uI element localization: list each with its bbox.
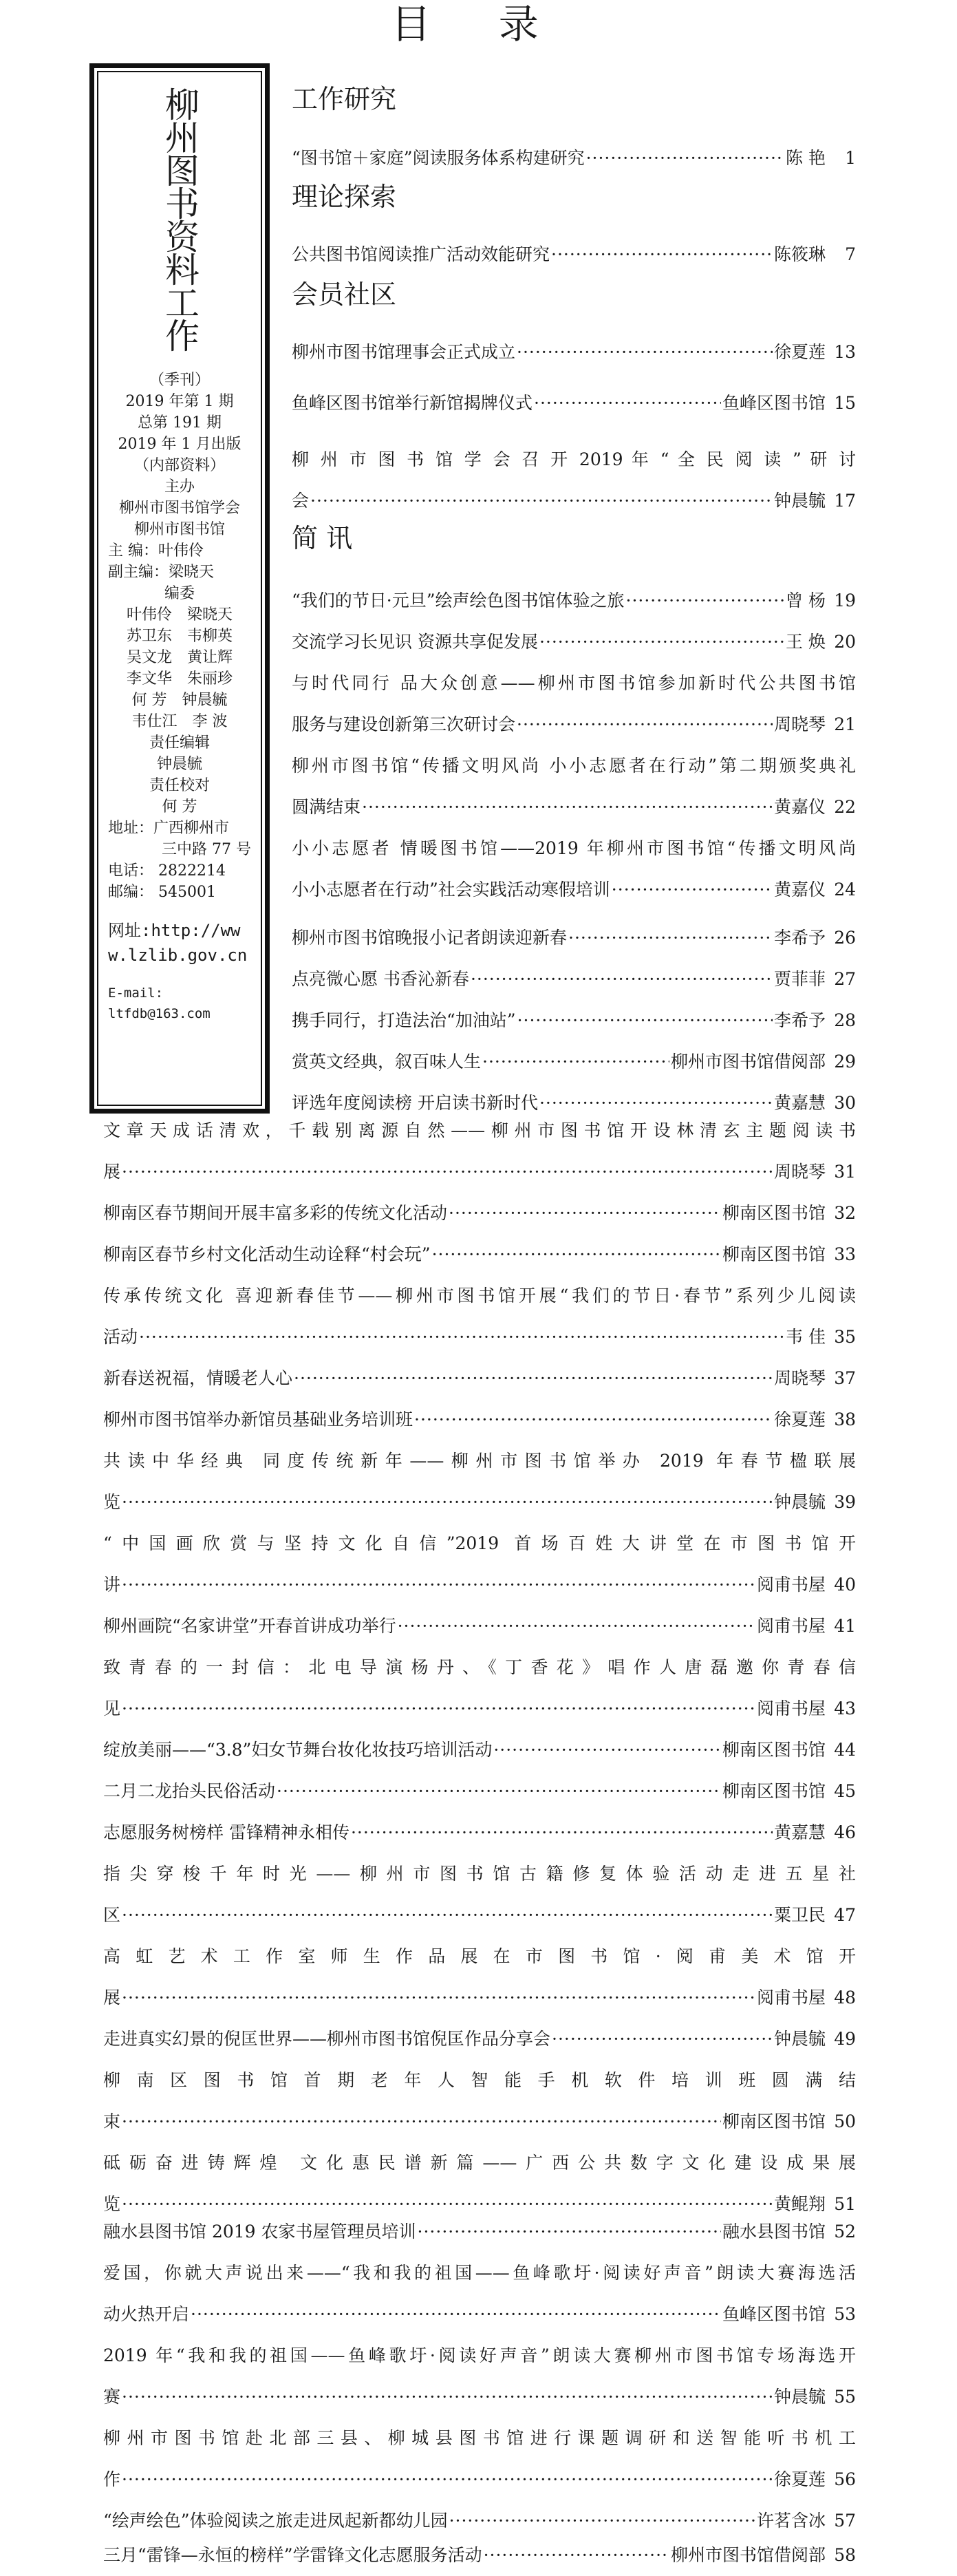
entry-page: 40: [834, 1575, 856, 1595]
entry-title-line1: 柳南区图书馆首期老年人智能手机软件培训班圆满结: [103, 2070, 856, 2090]
entry-page: 47: [834, 1905, 856, 1925]
entry-title-line1: 小小志愿者 情暖图书馆——2019 年柳州市图书馆“传播文明风尚: [292, 838, 856, 858]
committee-member: 李 波: [192, 713, 228, 730]
entry-author: 曾 杨: [786, 590, 826, 610]
entry-title: 赏英文经典，叙百味人生: [292, 1052, 482, 1072]
entry-title-line1: 高虹艺术工作室师生作品展在市图书馆·阅甫美术馆开: [103, 1946, 856, 1966]
masthead-zip: 邮编： 545001: [108, 884, 216, 901]
entry-title: 柳南区春节期间开展丰富多彩的传统文化活动: [103, 1203, 448, 1223]
entry-title: 交流学习长见识 资源共享促发展: [292, 632, 538, 652]
entry-title-line2: 讲: [103, 1575, 121, 1595]
toc-entry[interactable]: [103, 1647, 856, 1729]
entry-title-line1: “中国画欣赏与坚持文化自信”2019 首场百姓大讲堂在市图书馆开: [103, 1533, 856, 1553]
toc-entry[interactable]: [292, 138, 856, 179]
entry-page: 56: [834, 2469, 856, 2489]
masthead-frequency: （季刊）: [149, 372, 210, 389]
entry-author: 阅甫书屋: [756, 1699, 826, 1718]
toc-entry[interactable]: [292, 959, 856, 1000]
entry-title: 走进真实幻景的倪匡世界——柳州市图书馆倪匡作品分享会: [103, 2029, 551, 2049]
section-research: 工作研究: [292, 84, 397, 114]
toc-entry[interactable]: [103, 1275, 856, 1358]
entry-page: 19: [834, 590, 856, 610]
entry-page: 37: [834, 1368, 856, 1388]
entry-page: 39: [834, 1492, 856, 1512]
masthead-vice-editor: 副主编：梁晓天: [108, 564, 215, 581]
entry-page: 48: [834, 1988, 856, 2008]
committee-member: 韦仕江: [131, 713, 178, 730]
entry-author: 钟晨毓: [773, 1492, 826, 1512]
entry-title: 绽放美丽——“3.8”妇女节舞台妆化妆技巧培训活动: [103, 1740, 493, 1760]
committee-member: 叶伟伶: [126, 606, 172, 624]
entry-title-line1: 文章天成话清欢，千载别离源自然——柳州市图书馆开设林清玄主题阅读书: [103, 1120, 856, 1140]
masthead-email[interactable]: ltfdb@163.com: [108, 1006, 211, 1021]
entry-title: 评选年度阅读榜 开启读书新时代: [292, 1093, 538, 1113]
masthead-host-2: 柳州市图书馆: [133, 521, 225, 538]
entry-title-line1: 指尖穿梭千年时光——柳州市图书馆古籍修复体验活动走进五星社: [103, 1864, 856, 1884]
masthead-inner: [97, 71, 262, 1106]
entry-page: 20: [834, 632, 856, 652]
entry-page: 13: [834, 342, 856, 362]
toc-entry[interactable]: [103, 1812, 856, 1853]
committee-member: 朱丽珍: [187, 670, 233, 688]
masthead-resp-editor-label: 责任编辑: [149, 734, 210, 752]
masthead-phone: 电话： 2822214: [108, 862, 226, 880]
entry-author: 融水县图书馆: [722, 2222, 826, 2242]
entry-title-line2: 会: [292, 491, 310, 511]
masthead-total-issue: 总第 191 期: [138, 414, 222, 432]
section-news: 简 讯: [292, 523, 353, 553]
entry-page: 30: [834, 1093, 856, 1113]
section-members: 会员社区: [292, 279, 397, 310]
entry-title-line2: 动火热开启: [103, 2304, 190, 2324]
entry-page: 52: [834, 2222, 856, 2242]
entry-title-line1: 柳州市图书馆赴北部三县、柳城县图书馆进行课题调研和送智能听书机工: [103, 2428, 856, 2448]
entry-title-line2: 见: [103, 1699, 121, 1718]
entry-author: 鱼峰区图书馆: [722, 393, 826, 413]
entry-page: 7: [845, 244, 856, 264]
toc-entry[interactable]: [103, 1193, 856, 1234]
entry-page: 35: [834, 1327, 856, 1347]
masthead-resp-editor: 钟晨毓: [156, 756, 202, 773]
entry-title-line2: 活动: [103, 1327, 138, 1347]
entry-title-line1: 传承传统文化 喜迎新春佳节——柳州市图书馆开展“我们的节日·春节”系列少儿阅读: [103, 1286, 856, 1306]
toc-entry[interactable]: [103, 2211, 856, 2253]
toc-entry[interactable]: [103, 2535, 856, 2576]
entry-author: 王 焕: [786, 632, 826, 652]
entry-page: 50: [834, 2111, 856, 2131]
entry-title-line2: 作: [103, 2469, 121, 2489]
masthead-proof-label: 责任校对: [149, 777, 210, 794]
committee-member: 黄让辉: [187, 649, 233, 666]
entry-author: 黄嘉仪: [773, 880, 826, 900]
toc-entry[interactable]: [103, 1606, 856, 1647]
entry-author: 周晓琴: [773, 714, 826, 734]
masthead-host-label: 主办: [164, 478, 195, 496]
entry-title: 二月二龙抬头民俗活动: [103, 1781, 276, 1801]
entry-page: 22: [834, 797, 856, 817]
toc-entry[interactable]: [103, 1234, 856, 1275]
toc-entry[interactable]: [292, 383, 856, 424]
entry-page: 29: [834, 1052, 856, 1072]
entry-author: 钟晨毓: [773, 2387, 826, 2407]
entry-page: 32: [834, 1203, 856, 1223]
entry-author: 柳南区图书馆: [722, 1244, 826, 1264]
entry-title-line2: 圆满结束: [292, 797, 361, 817]
entry-author: 周晓琴: [773, 1368, 826, 1388]
entry-title: 三月“雷锋—永恒的榜样”学雷锋文化志愿服务活动: [103, 2545, 482, 2565]
entry-title-line1: 致青春的一封信：北电导演杨丹、《丁香花》唱作人唐磊邀你青春信: [103, 1657, 856, 1677]
entry-author: 阅甫书屋: [756, 1988, 826, 2008]
toc-entry[interactable]: [103, 2019, 856, 2060]
toc-entry[interactable]: [103, 2060, 856, 2142]
toc-entry[interactable]: [292, 439, 856, 522]
entry-title: 柳州市图书馆晚报小记者朗读迎新春: [292, 928, 568, 948]
entry-page: 27: [834, 969, 856, 989]
entry-page: 26: [834, 928, 856, 948]
entry-page: 28: [834, 1010, 856, 1030]
entry-author: 柳南区图书馆: [722, 1781, 826, 1801]
toc-entry[interactable]: [103, 2253, 856, 2335]
entry-author: 柳南区图书馆: [722, 2111, 826, 2131]
toc-entry[interactable]: [103, 1440, 856, 1523]
entry-title: 柳州市图书馆举办新馆员基础业务培训班: [103, 1409, 413, 1429]
toc-entry[interactable]: [103, 2418, 856, 2500]
committee-row: [108, 690, 251, 711]
toc-entry[interactable]: [103, 1523, 856, 1606]
toc-entry[interactable]: [292, 1041, 856, 1083]
entry-page: 49: [834, 2029, 856, 2049]
masthead-issue: 2019 年第 1 期: [125, 393, 234, 410]
entry-author: 徐夏莲: [773, 342, 826, 362]
committee-row: [108, 668, 251, 690]
entry-title: 鱼峰区图书馆举行新馆揭牌仪式: [292, 393, 533, 413]
masthead-editor: 主 编：叶伟伶: [108, 542, 204, 560]
entry-page: 15: [834, 393, 856, 413]
toc-entry[interactable]: [103, 1358, 856, 1399]
entry-title: 柳州画院“名家讲堂”开春首讲成功举行: [103, 1616, 396, 1636]
entry-page: 41: [834, 1616, 856, 1636]
page-title: 目 录: [391, 1, 566, 47]
masthead-host-1: 柳州市图书馆学会: [118, 500, 240, 517]
toc-entry[interactable]: [103, 1399, 856, 1440]
entry-title: 志愿服务树榜样 雷锋精神永相传: [103, 1822, 350, 1842]
entry-author: 阅甫书屋: [756, 1616, 826, 1636]
toc-entry[interactable]: [292, 332, 856, 373]
entry-author: 鱼峰区图书馆: [722, 2304, 826, 2324]
masthead-box: [89, 63, 270, 1114]
committee-member: 韦柳英: [187, 628, 233, 645]
entry-author: 周晓琴: [773, 1162, 826, 1182]
entry-title-line1: 与时代同行 品大众创意——柳州市图书馆参加新时代公共图书馆: [292, 673, 856, 693]
entry-author: 韦 佳: [786, 1327, 826, 1347]
committee-row: [108, 626, 251, 647]
entry-author: 徐夏莲: [773, 2469, 826, 2489]
entry-page: 55: [834, 2387, 856, 2407]
entry-title-line1: 爱国，你就大声说出来——“我和我的祖国——鱼峰歌圩·阅读好声音”朗读大赛海选活: [103, 2263, 856, 2283]
entry-page: 21: [834, 714, 856, 734]
entry-author: 黄嘉仪: [773, 797, 826, 817]
masthead-email-label: E-mail:: [108, 986, 164, 1001]
entry-title: “我们的节日·元旦”绘声绘色图书馆体验之旅: [292, 590, 625, 610]
entry-author: 阅甫书屋: [756, 1575, 826, 1595]
toc-entry[interactable]: [292, 745, 856, 828]
entry-title-line2: 服务与建设创新第三次研讨会: [292, 714, 516, 734]
committee-row: [108, 711, 251, 732]
entry-author: 贾菲菲: [773, 969, 826, 989]
entry-author: 柳南区图书馆: [722, 1740, 826, 1760]
entry-title-line2: 展: [103, 1988, 121, 2008]
masthead-publish-date: 2019 年 1 月出版: [118, 436, 241, 453]
entry-author: 徐夏莲: [773, 1409, 826, 1429]
entry-title: 新春送祝福，情暖老人心: [103, 1368, 293, 1388]
entry-author: 许茗含冰: [756, 2511, 826, 2531]
entry-page: 58: [834, 2545, 856, 2565]
committee-member: 钟晨毓: [182, 692, 228, 709]
entry-page: 53: [834, 2304, 856, 2324]
entry-author: 陈 艳: [786, 148, 826, 168]
entry-title-line2: 小小志愿者在行动”社会实践活动寒假培训: [292, 880, 610, 900]
entry-author: 柳州市图书馆借阅部: [670, 2545, 826, 2565]
entry-title: 点亮微心愿 书香沁新春: [292, 969, 469, 989]
entry-page: 44: [834, 1740, 856, 1760]
journal-name: 柳州图书资料工作: [160, 87, 200, 351]
entry-title: 柳南区春节乡村文化活动生动诠释“村会玩”: [103, 1244, 431, 1264]
masthead-website[interactable]: 网址:http://www.lzlib.gov.cn: [108, 921, 248, 965]
entry-author: 黄嘉慧: [773, 1822, 826, 1842]
entry-title: “图书馆＋家庭”阅读服务体系构建研究: [292, 148, 585, 168]
entry-title-line1: 砥砺奋进铸辉煌 文化惠民谱新篇——广西公共数字文化建设成果展: [103, 2153, 856, 2173]
masthead-proof: 何 芳: [162, 798, 197, 816]
entry-title-line2: 赛: [103, 2387, 121, 2407]
entry-title: “绘声绘色”体验阅读之旅走进凤起新都幼儿园: [103, 2511, 448, 2531]
entry-title-line2: 区: [103, 1905, 121, 1925]
entry-author: 陈筱琳: [773, 244, 826, 264]
toc-entry[interactable]: [103, 1936, 856, 2019]
entry-page: 1: [845, 148, 856, 168]
toc-entry[interactable]: [292, 1000, 856, 1041]
toc-entry[interactable]: [292, 917, 856, 959]
entry-title-line1: 2019 年“我和我的祖国——鱼峰歌圩·阅读好声音”朗读大赛柳州市图书馆专场海选开: [103, 2345, 856, 2365]
entry-title: 携手同行，打造法治“加油站”: [292, 1010, 516, 1030]
entry-title-line2: 束: [103, 2111, 121, 2131]
masthead-address: 地址：广西柳州市: [108, 820, 230, 837]
entry-page: 51: [834, 2194, 856, 2214]
entry-page: 24: [834, 880, 856, 900]
entry-page: 57: [834, 2511, 856, 2531]
entry-author: 黄鲲翔: [773, 2194, 826, 2214]
committee-member: 李文华: [126, 670, 172, 688]
entry-author: 柳南区图书馆: [722, 1203, 826, 1223]
entry-author: 柳州市图书馆借阅部: [670, 1052, 826, 1072]
entry-author: 李希予: [773, 1010, 826, 1030]
entry-title-line1: 柳州市图书馆“传播文明风尚 小小志愿者在行动”第二期颁奖典礼: [292, 756, 856, 776]
masthead-committee-label: 编委: [164, 585, 195, 602]
section-theory: 理论探索: [292, 182, 397, 212]
entry-page: 38: [834, 1409, 856, 1429]
entry-title-line2: 览: [103, 2194, 121, 2214]
entry-page: 46: [834, 1822, 856, 1842]
toc-entry[interactable]: [103, 1853, 856, 1936]
masthead-internal: （内部资料）: [133, 457, 225, 474]
committee-row: [108, 647, 251, 668]
toc-entry[interactable]: [103, 1729, 856, 1771]
committee-member: 苏卫东: [126, 628, 172, 645]
entry-author: 黄嘉慧: [773, 1093, 826, 1113]
committee-member: 吴文龙: [126, 649, 172, 666]
masthead-address-cont: 三中路 77 号: [162, 841, 251, 858]
entry-page: 45: [834, 1781, 856, 1801]
entry-title: 公共图书馆阅读推广活动效能研究: [292, 244, 550, 264]
entry-page: 17: [834, 491, 856, 511]
committee-member: 梁晓天: [187, 606, 233, 624]
entry-title: 柳州市图书馆理事会正式成立: [292, 342, 516, 362]
toc-entry[interactable]: [103, 1110, 856, 1193]
entry-title-line1: 共读中华经典 同度传统新年——柳州市图书馆举办 2019 年春节楹联展: [103, 1451, 856, 1471]
committee-row: [108, 604, 251, 626]
entry-title-line2: 览: [103, 1492, 121, 1512]
toc-entry[interactable]: [292, 580, 856, 621]
toc-entry[interactable]: [292, 621, 856, 663]
entry-title: 融水县图书馆 2019 农家书屋管理员培训: [103, 2222, 416, 2242]
toc-entry[interactable]: [292, 828, 856, 911]
entry-author: 李希予: [773, 928, 826, 948]
toc-entry[interactable]: [292, 234, 856, 275]
entry-page: 43: [834, 1699, 856, 1718]
entry-title-line1: 柳 州 市 图 书 馆 学 会 召 开 2019 年 “ 全 民 阅 读 ” 研 讨: [292, 449, 856, 469]
entry-title-line2: 展: [103, 1162, 121, 1182]
entry-author: 钟晨毓: [773, 2029, 826, 2049]
toc-entry[interactable]: [103, 2335, 856, 2418]
entry-page: 31: [834, 1162, 856, 1182]
committee-member: 何 芳: [131, 692, 167, 709]
entry-page: 33: [834, 1244, 856, 1264]
toc-entry[interactable]: [292, 663, 856, 745]
entry-author: 钟晨毓: [773, 491, 826, 511]
toc-entry[interactable]: [103, 1771, 856, 1812]
entry-author: 粟卫民: [773, 1905, 826, 1925]
